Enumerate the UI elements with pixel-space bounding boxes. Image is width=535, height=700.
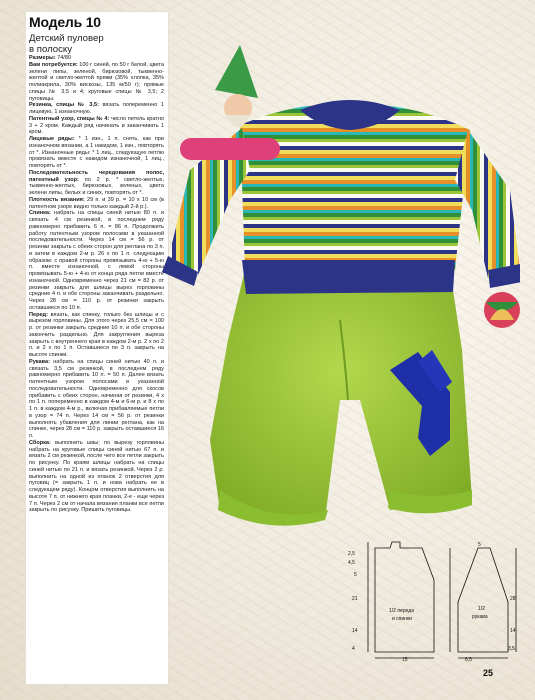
model-title: Модель 10	[29, 14, 101, 30]
instructions-body	[29, 55, 164, 514]
section-sleeves: Рукава: набрать на спицы синей нитью 40 п. и связать 3,5 см резинкой, в последнем ряду равномерно прибавить 10 п. = 50 п. Далее вязать патентным узором полосами в указанной последовательности. Одновременно для скосов прибавить с обеих сторон, начиная от резинки, 4 х по 1 п. попеременно в каждом 4-м и 6-м р. и 8 х по 1 п. в каждом 4-м р., включая прибавляемые петли в узор = 74 п. Через 14 см = 56 р. от резинки выполнять убавления для линии реглана, как на спинке, через 28 см = 110 р. закрыть оставшиеся 16 п.	[29, 358, 164, 439]
dim-3-5: 3,5	[508, 646, 515, 652]
striped-sweater	[162, 100, 520, 294]
section-gauge: Плотность вязания: 29 п. и 39 р. = 10 х 10 см (в патентном узоре видно только каждый 2-й р.).	[29, 196, 164, 210]
dim-14: 14	[352, 628, 358, 634]
front-label-1: 1/2 переда	[389, 608, 414, 614]
section-stripes: Последовательность чередования полос, патентный узор: по 2 р. * светло-желтых, тыквенно-желтых, бирюзовых, зеленых, цвета зелени липы, белых и синих, повторять от *.	[29, 169, 164, 196]
dim-15: 15	[402, 657, 408, 662]
subtitle-line-1: Детский пуловер	[29, 33, 104, 44]
dim-21: 21	[352, 596, 358, 602]
section-pattern: Патентный узор, спицы № 4: число петель кратно 3 + 2 кром. Каждый ряд начинать и заканчивать 1 кром.	[29, 115, 164, 136]
dim-6-5: 6,5	[465, 657, 472, 662]
sleeve-outline	[458, 548, 508, 652]
section-rib: Резинка, спицы № 3,5: вязать попеременно 1 лицевую, 1 изнаночную.	[29, 102, 164, 115]
dim-28: 28	[510, 596, 516, 602]
section-back: Спинка: набрать на спицы синей нитью 80 п. и связать 4 см резинкой, в последнем ряду равномерно прибавить 6 п. = 86 п. Продолжить работу патентным узором полосами в указанной последовательности. Через 14 см = 56 р. от резинки закрыть с обеих сторон для реглана по 3 п. и затем в каждом 2-м р. 26 х по 1 п. следующим образом: с правой стороны провязывать 4-ю + 5-ю п. вместе изнаночной, с левой стороны провязывать 5-ю + 4-ю от конца ряда петли вместе изнаночной. Одновременно через 21 см = 82 р. от резинки закрыть для шлицы вырез горловины средние 4 п. и обе стороны заканчивать раздельно. Через 28 см = 110 р. от резинки закрыть оставшиеся по 10 п.	[29, 210, 164, 311]
section-front: Перед: вязать, как спинку, только без шлицы и с вырезом горловины. Для этого через 25,5 см = 100 р. от резинки закрыть средние 10 п. и обе стороны закончить раздельно. Для закругления выреза закрыть с внутреннего края в каждом 2-м р. 2 х по 2 п. и 2 х по 1 п. Оставшиеся по 3 п. закрыть на высоте спинки.	[29, 311, 164, 358]
dim-4: 4	[352, 646, 355, 652]
page-number: 25	[482, 668, 493, 678]
garment-photo	[150, 20, 520, 540]
toy-gnome	[180, 45, 280, 160]
section-materials: Вам потребуется: 100 г синей, по 50 г белой, цвета зелени липы, зеленой, бирюзовой, тыквенно-желтой и светло-желтой пряжи (35% хлопка, 35% полиакрила, 30% вискозы, 135 м/50 г); прямые спицы № 3,5 и 4; круговые спицы № 3,5; 2 пуговицы.	[29, 61, 164, 102]
model-subtitle	[29, 33, 164, 55]
front-back-outline	[375, 542, 434, 652]
front-label-2: и спинки	[392, 616, 412, 622]
dim-5b: 5	[478, 542, 481, 548]
section-knit-rows: Лицевые ряды: * 1 изн., 1 п. снять, как при изнаночном вязании, а 1 накидом, 1 изн., повторять от *. Изнаночные ряды: * 1 лиц., следующую петлю провязать вместе с накидом изнаночной, 1 лиц., повторять от *.	[29, 136, 164, 169]
section-sizes: Размеры: 74/80	[29, 55, 71, 61]
sleeve-label-2: рукава	[472, 614, 488, 620]
sleeve-label-1: 1/2	[478, 606, 485, 612]
dim-4-5: 4,5	[348, 560, 355, 566]
dim-14b: 14	[510, 628, 516, 634]
dim-2-5: 2,5	[348, 551, 355, 557]
toy-ball	[484, 292, 520, 328]
dim-5: 5	[354, 572, 357, 578]
pattern-schematic	[330, 540, 520, 662]
section-assembly: Сборка: выполнить швы; по вырезу горловины набрать на круговые спицы синей нитью 67 п. и вязать 2 см резинкой, после чего все петли закрыть по рисунку. По краям шлицы набрать на спицы синей нитью по 21 п. и вязать резинкой. Через 2 р. выполнить на одной из планок 2 отверстия для пуговиц (= закрыть 1 п. и нова набрать ее в следующем ряду). Концом отверстия выполнить на высоте 7 п. от нижнего края планки, 2-е - еще через 7 п. Через 2 см от начала вязания планки все петли закрыть по рисунку. Пришить пуговицы.	[29, 439, 164, 514]
subtitle-line-2: в полоску	[29, 44, 73, 55]
